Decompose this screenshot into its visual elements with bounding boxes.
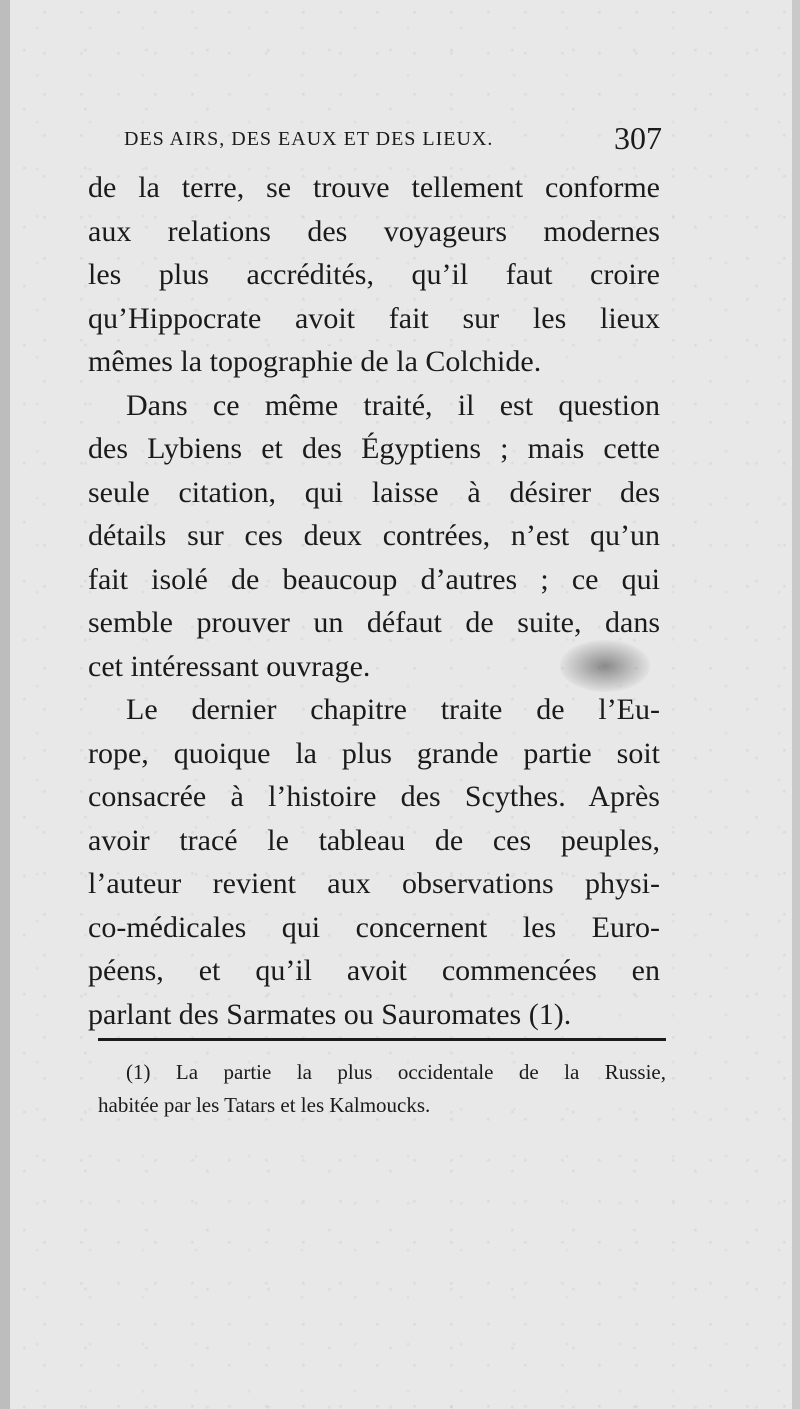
text-line: l’auteur revient aux observations physi- [88,867,660,900]
footnote-rule [98,1038,666,1041]
text-line: cet intéressant ouvrage. [88,649,371,683]
running-head [124,118,662,162]
page-left-edge [0,0,10,1409]
text-line: des Lybiens et des Égyptiens ; mais cette [88,432,660,465]
footnote [98,1056,666,1122]
text-line: qu’Hippocrate avoit fait sur les lieux [88,301,660,335]
text-line: Le dernier chapitre traite de l’Eu- [126,693,660,726]
text-line: fait isolé de beaucoup d’autres ; ce qui [88,562,660,596]
text-line: semble prouver un défaut de suite, dans [88,606,660,639]
text-line: Dans ce même traité, il est question [126,388,660,422]
text-line: détails sur ces deux contrées, n’est qu’un [88,519,660,552]
text-line: parlant des Sarmates ou Sauromates (1). [88,997,572,1031]
text-line: mêmes la topographie de la Colchide. [88,345,542,378]
paragraph-2 [88,384,660,689]
page-right-edge [792,0,800,1409]
text-line: avoir tracé le tableau de ces peuples, [88,823,660,857]
text-line: seule citation, qui laisse à désirer des [88,475,660,509]
page-number: 307 [614,120,662,156]
text-line: de la terre, se trouve tellement conforme [88,171,660,204]
paragraph-1 [88,166,660,384]
body-text [88,166,660,1036]
text-line: péens, et qu’il avoit commencées en [88,954,660,987]
footnote-line: (1) La partie la plus occidentale de la Russie, [126,1060,666,1084]
paragraph-3 [88,688,660,1036]
text-line: co-médicales qui concernent les Euro- [88,910,660,944]
running-title: DES AIRS, DES EAUX ET DES LIEUX. [124,128,494,150]
footnote-line: habitée par les Tatars et les Kalmoucks. [98,1093,431,1117]
text-line: consacrée à l’histoire des Scythes. Après [88,780,660,813]
text-line: rope, quoique la plus grande partie soit [88,736,660,770]
ink-smudge [560,640,650,692]
text-line: les plus accrédités, qu’il faut croire [88,258,660,291]
text-line: aux relations des voyageurs modernes [88,214,660,248]
